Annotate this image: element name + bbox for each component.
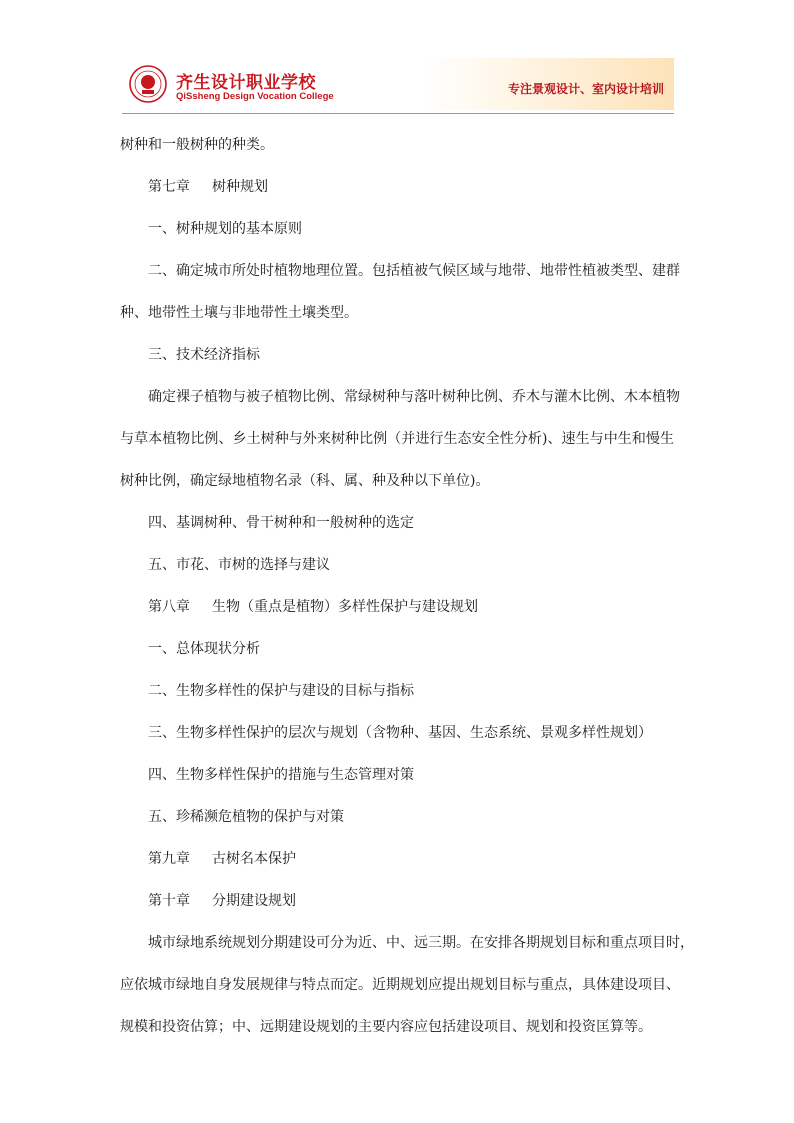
header-divider xyxy=(122,113,674,114)
section-heading: 四、生物多样性保护的措施与生态管理对策 xyxy=(148,767,414,783)
chapter-number: 第九章 xyxy=(148,851,190,867)
paragraph-line: 二、确定城市所处时植物地理位置。包括植被气候区域与地带、地带性植被类型、建群 xyxy=(148,263,680,279)
section-heading: 二、生物多样性的保护与建设的目标与指标 xyxy=(148,683,414,699)
chapter-title: 树种规划 xyxy=(212,179,268,195)
chapter-number: 第十章 xyxy=(148,893,190,909)
section-heading: 三、生物多样性保护的层次与规划（含物种、基因、生态系统、景观多样性规划） xyxy=(148,725,652,741)
chapter-number: 第七章 xyxy=(148,179,190,195)
chapter-heading xyxy=(120,838,674,880)
section-heading: 五、珍稀濒危植物的保护与对策 xyxy=(148,809,344,825)
paragraph-line: 应依城市绿地自身发展规律与特点而定。近期规划应提出规划目标与重点，具体建设项目、 xyxy=(120,977,680,993)
school-name-english: QiSsheng Design Vocation College xyxy=(176,91,334,102)
college-seal-icon xyxy=(129,65,167,103)
chapter-heading xyxy=(120,880,674,922)
paragraph-line: 树种比例，确定绿地植物名录（科、属、种及种以下单位)。 xyxy=(120,473,490,489)
paragraph-line: 确定裸子植物与被子植物比例、常绿树种与落叶树种比例、乔木与灌木比例、木本植物 xyxy=(148,389,680,405)
chapter-title: 生物（重点是植物）多样性保护与建设规划 xyxy=(212,599,478,615)
header-slogan: 专注景观设计、室内设计培训 xyxy=(508,82,665,96)
chapter-title: 古树名本保护 xyxy=(212,851,296,867)
chapter-heading xyxy=(120,166,674,208)
chapter-title: 分期建设规划 xyxy=(212,893,296,909)
paragraph-line: 种、地带性土壤与非地带性土壤类型。 xyxy=(120,305,358,321)
section-heading: 三、技术经济指标 xyxy=(148,347,260,363)
chapter-heading xyxy=(120,586,674,628)
school-name: 齐生设计职业学校 xyxy=(176,73,316,93)
page-header xyxy=(122,58,674,114)
document-body xyxy=(120,124,694,1048)
paragraph-line: 规模和投资估算；中、远期建设规划的主要内容应包括建设项目、规划和投资匡算等。 xyxy=(120,1019,652,1035)
paragraph-line: 树种和一般树种的种类。 xyxy=(120,137,274,153)
paragraph-line: 与草本植物比例、乡土树种与外来树种比例（并进行生态安全性分析)、速生与中生和慢生 xyxy=(120,431,674,447)
section-heading: 四、基调树种、骨干树种和一般树种的选定 xyxy=(148,515,414,531)
chapter-number: 第八章 xyxy=(148,599,190,615)
section-heading: 一、总体现状分析 xyxy=(148,641,260,657)
section-heading: 一、树种规划的基本原则 xyxy=(148,221,302,237)
section-heading: 五、市花、市树的选择与建议 xyxy=(148,557,330,573)
paragraph-line: 城市绿地系统规划分期建设可分为近、中、远三期。在安排各期规划目标和重点项目时， xyxy=(148,935,694,951)
